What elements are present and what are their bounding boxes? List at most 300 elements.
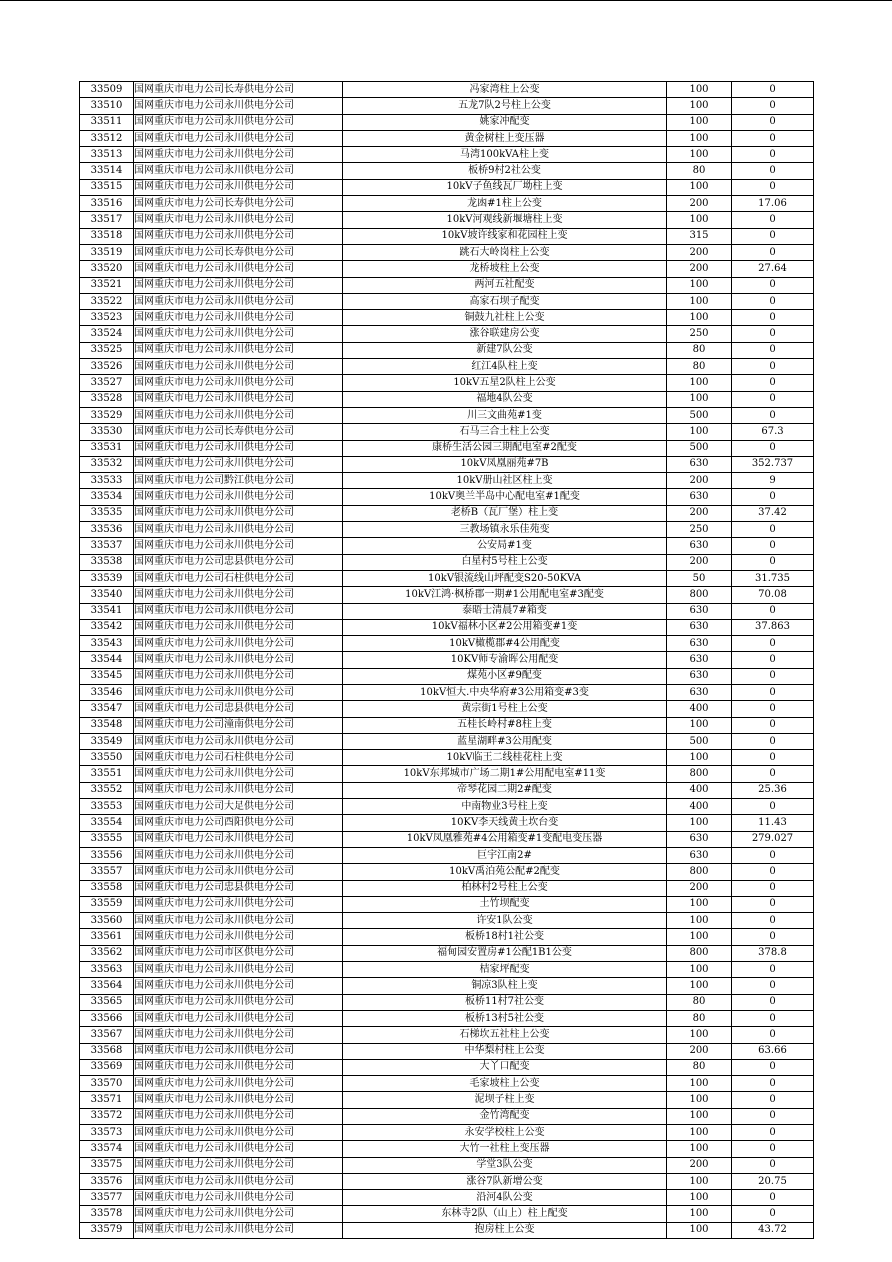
value-cell: 0 <box>732 440 814 456</box>
value-cell: 0 <box>732 82 814 98</box>
table-row <box>80 994 814 1010</box>
capacity-cell: 100 <box>667 1141 732 1157</box>
row-id-cell: 33534 <box>80 489 134 505</box>
table-row <box>80 228 814 244</box>
value-cell: 9 <box>732 473 814 489</box>
company-cell: 国网重庆市电力公司永川供电分公司 <box>134 522 343 538</box>
station-name-cell: 板桥18村1社公变 <box>343 929 667 945</box>
company-cell: 国网重庆市电力公司石柱供电分公司 <box>134 570 343 586</box>
row-id-cell: 33523 <box>80 310 134 326</box>
station-name-cell: 板桥9村2社公变 <box>343 163 667 179</box>
row-id-cell: 33570 <box>80 1076 134 1092</box>
table-row <box>80 570 814 586</box>
capacity-cell: 250 <box>667 522 732 538</box>
value-cell: 0 <box>732 799 814 815</box>
capacity-cell: 630 <box>667 636 732 652</box>
station-name-cell: 大竹一社柱上变压器 <box>343 1141 667 1157</box>
capacity-cell: 100 <box>667 98 732 114</box>
company-cell: 国网重庆市电力公司永川供电分公司 <box>134 147 343 163</box>
capacity-cell: 100 <box>667 913 732 929</box>
station-name-cell: 涨谷7队新增公变 <box>343 1173 667 1189</box>
row-id-cell: 33548 <box>80 717 134 733</box>
company-cell: 国网重庆市电力公司永川供电分公司 <box>134 212 343 228</box>
station-name-cell: 板桥11村7社公变 <box>343 994 667 1010</box>
company-cell: 国网重庆市电力公司永川供电分公司 <box>134 847 343 863</box>
row-id-cell: 33554 <box>80 815 134 831</box>
station-name-cell: 10kV坡许线家和花园柱上变 <box>343 228 667 244</box>
company-cell: 国网重庆市电力公司永川供电分公司 <box>134 636 343 652</box>
table-row <box>80 1076 814 1092</box>
table-row <box>80 864 814 880</box>
table-row <box>80 1206 814 1222</box>
capacity-cell: 100 <box>667 147 732 163</box>
row-id-cell: 33578 <box>80 1206 134 1222</box>
company-cell: 国网重庆市电力公司市区供电分公司 <box>134 945 343 961</box>
value-cell: 0 <box>732 244 814 260</box>
value-cell: 0 <box>732 147 814 163</box>
value-cell: 20.75 <box>732 1173 814 1189</box>
station-name-cell: 10kV凤凰丽苑#7B <box>343 456 667 472</box>
station-name-cell: 10kV江鸿·枫桥郡一期#1公用配电室#3配变 <box>343 587 667 603</box>
company-cell: 国网重庆市电力公司忠县供电分公司 <box>134 880 343 896</box>
station-name-cell: 冯家湾柱上公变 <box>343 82 667 98</box>
station-name-cell: 涨谷联建房公变 <box>343 326 667 342</box>
capacity-cell: 200 <box>667 196 732 212</box>
value-cell: 0 <box>732 994 814 1010</box>
company-cell: 国网重庆市电力公司永川供电分公司 <box>134 913 343 929</box>
value-cell: 63.66 <box>732 1043 814 1059</box>
company-cell: 国网重庆市电力公司永川供电分公司 <box>134 114 343 130</box>
capacity-cell: 630 <box>667 489 732 505</box>
capacity-cell: 200 <box>667 261 732 277</box>
row-id-cell: 33545 <box>80 668 134 684</box>
value-cell: 0 <box>732 310 814 326</box>
table-row <box>80 652 814 668</box>
row-id-cell: 33539 <box>80 570 134 586</box>
company-cell: 国网重庆市电力公司长寿供电分公司 <box>134 424 343 440</box>
table-row <box>80 244 814 260</box>
row-id-cell: 33533 <box>80 473 134 489</box>
value-cell: 0 <box>732 864 814 880</box>
value-cell: 31.735 <box>732 570 814 586</box>
value-cell: 0 <box>732 228 814 244</box>
capacity-cell: 100 <box>667 1125 732 1141</box>
row-id-cell: 33509 <box>80 82 134 98</box>
company-cell: 国网重庆市电力公司永川供电分公司 <box>134 261 343 277</box>
company-cell: 国网重庆市电力公司永川供电分公司 <box>134 98 343 114</box>
table-row <box>80 896 814 912</box>
station-name-cell: 石马三合土柱上公变 <box>343 424 667 440</box>
capacity-cell: 630 <box>667 847 732 863</box>
value-cell: 378.8 <box>732 945 814 961</box>
company-cell: 国网重庆市电力公司永川供电分公司 <box>134 359 343 375</box>
row-id-cell: 33535 <box>80 505 134 521</box>
row-id-cell: 33527 <box>80 375 134 391</box>
capacity-cell: 800 <box>667 766 732 782</box>
row-id-cell: 33519 <box>80 244 134 260</box>
capacity-cell: 630 <box>667 538 732 554</box>
capacity-cell: 630 <box>667 456 732 472</box>
value-cell: 0 <box>732 179 814 195</box>
capacity-cell: 100 <box>667 82 732 98</box>
capacity-cell: 800 <box>667 945 732 961</box>
station-name-cell: 两河五社配变 <box>343 277 667 293</box>
value-cell: 17.06 <box>732 196 814 212</box>
value-cell: 0 <box>732 668 814 684</box>
value-cell: 25.36 <box>732 782 814 798</box>
value-cell: 0 <box>732 978 814 994</box>
capacity-cell: 200 <box>667 554 732 570</box>
table-row <box>80 82 814 98</box>
company-cell: 国网重庆市电力公司永川供电分公司 <box>134 1076 343 1092</box>
company-cell: 国网重庆市电力公司永川供电分公司 <box>134 505 343 521</box>
row-id-cell: 33549 <box>80 733 134 749</box>
capacity-cell: 100 <box>667 896 732 912</box>
company-cell: 国网重庆市电力公司永川供电分公司 <box>134 864 343 880</box>
station-name-cell: 中南物业3号柱上变 <box>343 799 667 815</box>
table-row <box>80 375 814 391</box>
row-id-cell: 33531 <box>80 440 134 456</box>
row-id-cell: 33511 <box>80 114 134 130</box>
row-id-cell: 33566 <box>80 1010 134 1026</box>
capacity-cell: 100 <box>667 130 732 146</box>
row-id-cell: 33579 <box>80 1222 134 1238</box>
table-row <box>80 424 814 440</box>
row-id-cell: 33525 <box>80 342 134 358</box>
row-id-cell: 33564 <box>80 978 134 994</box>
company-cell: 国网重庆市电力公司永川供电分公司 <box>134 1222 343 1238</box>
capacity-cell: 100 <box>667 1092 732 1108</box>
capacity-cell: 80 <box>667 342 732 358</box>
capacity-cell: 100 <box>667 1222 732 1238</box>
row-id-cell: 33553 <box>80 799 134 815</box>
company-cell: 国网重庆市电力公司永川供电分公司 <box>134 766 343 782</box>
row-id-cell: 33541 <box>80 603 134 619</box>
table-row <box>80 1173 814 1189</box>
value-cell: 0 <box>732 880 814 896</box>
capacity-cell: 400 <box>667 701 732 717</box>
company-cell: 国网重庆市电力公司永川供电分公司 <box>134 228 343 244</box>
table-row <box>80 1125 814 1141</box>
capacity-cell: 500 <box>667 733 732 749</box>
station-name-cell: 五龙7队2号柱上公变 <box>343 98 667 114</box>
table-row <box>80 815 814 831</box>
value-cell: 0 <box>732 913 814 929</box>
capacity-cell: 100 <box>667 815 732 831</box>
capacity-cell: 80 <box>667 359 732 375</box>
station-name-cell: 学堂3队公变 <box>343 1157 667 1173</box>
value-cell: 0 <box>732 701 814 717</box>
capacity-cell: 500 <box>667 440 732 456</box>
station-name-cell: 10kV福林小区#2公用箱变#1变 <box>343 619 667 635</box>
row-id-cell: 33562 <box>80 945 134 961</box>
station-name-cell: 10kV子鱼线瓦厂坳柱上变 <box>343 179 667 195</box>
row-id-cell: 33571 <box>80 1092 134 1108</box>
value-cell: 0 <box>732 277 814 293</box>
company-cell: 国网重庆市电力公司永川供电分公司 <box>134 962 343 978</box>
row-id-cell: 33569 <box>80 1059 134 1075</box>
company-cell: 国网重庆市电力公司长寿供电分公司 <box>134 244 343 260</box>
capacity-cell: 630 <box>667 603 732 619</box>
table-row <box>80 407 814 423</box>
table-row <box>80 489 814 505</box>
row-id-cell: 33536 <box>80 522 134 538</box>
company-cell: 国网重庆市电力公司永川供电分公司 <box>134 391 343 407</box>
company-cell: 国网重庆市电力公司永川供电分公司 <box>134 310 343 326</box>
station-name-cell: 10kV恒大.中央华府#3公用箱变#3变 <box>343 684 667 700</box>
table-row <box>80 522 814 538</box>
value-cell: 0 <box>732 766 814 782</box>
value-cell: 0 <box>732 847 814 863</box>
company-cell: 国网重庆市电力公司永川供电分公司 <box>134 1108 343 1124</box>
station-name-cell: 泰晤士清晨7#箱变 <box>343 603 667 619</box>
company-cell: 国网重庆市电力公司永川供电分公司 <box>134 342 343 358</box>
row-id-cell: 33513 <box>80 147 134 163</box>
value-cell: 0 <box>732 114 814 130</box>
value-cell: 0 <box>732 98 814 114</box>
value-cell: 0 <box>732 929 814 945</box>
capacity-cell: 800 <box>667 587 732 603</box>
capacity-cell: 80 <box>667 163 732 179</box>
value-cell: 0 <box>732 163 814 179</box>
row-id-cell: 33518 <box>80 228 134 244</box>
company-cell: 国网重庆市电力公司长寿供电分公司 <box>134 82 343 98</box>
value-cell: 0 <box>732 1108 814 1124</box>
capacity-cell: 100 <box>667 212 732 228</box>
row-id-cell: 33575 <box>80 1157 134 1173</box>
row-id-cell: 33552 <box>80 782 134 798</box>
row-id-cell: 33574 <box>80 1141 134 1157</box>
capacity-cell: 100 <box>667 1190 732 1206</box>
company-cell: 国网重庆市电力公司永川供电分公司 <box>134 1141 343 1157</box>
value-cell: 70.08 <box>732 587 814 603</box>
row-id-cell: 33520 <box>80 261 134 277</box>
station-name-cell: 马湾100kVA柱上变 <box>343 147 667 163</box>
row-id-cell: 33524 <box>80 326 134 342</box>
value-cell: 0 <box>732 1157 814 1173</box>
capacity-cell: 315 <box>667 228 732 244</box>
company-cell: 国网重庆市电力公司大足供电分公司 <box>134 799 343 815</box>
row-id-cell: 33565 <box>80 994 134 1010</box>
row-id-cell: 33557 <box>80 864 134 880</box>
capacity-cell: 100 <box>667 1206 732 1222</box>
table-row <box>80 766 814 782</box>
station-name-cell: 东林寺2队（山上）柱上配变 <box>343 1206 667 1222</box>
table-row <box>80 391 814 407</box>
capacity-cell: 250 <box>667 326 732 342</box>
company-cell: 国网重庆市电力公司酉阳供电分公司 <box>134 815 343 831</box>
company-cell: 国网重庆市电力公司永川供电分公司 <box>134 978 343 994</box>
value-cell: 0 <box>732 1190 814 1206</box>
capacity-cell: 200 <box>667 880 732 896</box>
capacity-cell: 100 <box>667 114 732 130</box>
row-id-cell: 33563 <box>80 962 134 978</box>
station-name-cell: 铜凉3队柱上变 <box>343 978 667 994</box>
company-cell: 国网重庆市电力公司永川供电分公司 <box>134 489 343 505</box>
capacity-cell: 100 <box>667 1076 732 1092</box>
station-name-cell: 公安局#1变 <box>343 538 667 554</box>
value-cell: 0 <box>732 1059 814 1075</box>
value-cell: 0 <box>732 1027 814 1043</box>
station-name-cell: 10KV李天线黄土坎台变 <box>343 815 667 831</box>
company-cell: 国网重庆市电力公司永川供电分公司 <box>134 293 343 309</box>
table-row <box>80 440 814 456</box>
capacity-cell: 400 <box>667 782 732 798</box>
station-name-cell: 新建7队公变 <box>343 342 667 358</box>
table-row <box>80 310 814 326</box>
value-cell: 0 <box>732 554 814 570</box>
value-cell: 0 <box>732 391 814 407</box>
capacity-cell: 100 <box>667 978 732 994</box>
station-name-cell: 10kV河观线新堰塘柱上变 <box>343 212 667 228</box>
table-row <box>80 342 814 358</box>
station-name-cell: 川三文曲苑#1变 <box>343 407 667 423</box>
table-row <box>80 619 814 635</box>
table-row <box>80 782 814 798</box>
value-cell: 0 <box>732 896 814 912</box>
company-cell: 国网重庆市电力公司黔江供电分公司 <box>134 473 343 489</box>
station-name-cell: 福甸园安置房#1公配1B1公变 <box>343 945 667 961</box>
row-id-cell: 33510 <box>80 98 134 114</box>
row-id-cell: 33529 <box>80 407 134 423</box>
station-name-cell: 毛家坡柱上公变 <box>343 1076 667 1092</box>
value-cell: 0 <box>732 1010 814 1026</box>
station-name-cell: 10kV五星2队柱上公变 <box>343 375 667 391</box>
row-id-cell: 33537 <box>80 538 134 554</box>
row-id-cell: 33544 <box>80 652 134 668</box>
value-cell: 0 <box>732 489 814 505</box>
row-id-cell: 33577 <box>80 1190 134 1206</box>
station-name-cell: 巨宇江南2# <box>343 847 667 863</box>
station-name-cell: 福地4队公变 <box>343 391 667 407</box>
station-name-cell: 10kV禹泊苑公配#2配变 <box>343 864 667 880</box>
table-row <box>80 1190 814 1206</box>
row-id-cell: 33560 <box>80 913 134 929</box>
capacity-cell: 100 <box>667 310 732 326</box>
capacity-cell: 400 <box>667 799 732 815</box>
table-row <box>80 293 814 309</box>
capacity-cell: 80 <box>667 994 732 1010</box>
row-id-cell: 33546 <box>80 684 134 700</box>
company-cell: 国网重庆市电力公司永川供电分公司 <box>134 782 343 798</box>
table-row <box>80 130 814 146</box>
table-row <box>80 717 814 733</box>
capacity-cell: 100 <box>667 293 732 309</box>
company-cell: 国网重庆市电力公司长寿供电分公司 <box>134 196 343 212</box>
station-name-cell: 康桥生活公园三期配电室#2配变 <box>343 440 667 456</box>
row-id-cell: 33555 <box>80 831 134 847</box>
company-cell: 国网重庆市电力公司永川供电分公司 <box>134 1157 343 1173</box>
row-id-cell: 33522 <box>80 293 134 309</box>
table-row <box>80 1222 814 1238</box>
capacity-cell: 100 <box>667 424 732 440</box>
value-cell: 0 <box>732 375 814 391</box>
table-row <box>80 831 814 847</box>
company-cell: 国网重庆市电力公司永川供电分公司 <box>134 619 343 635</box>
row-id-cell: 33561 <box>80 929 134 945</box>
row-id-cell: 33516 <box>80 196 134 212</box>
station-name-cell: 跳石大岭岗柱上公变 <box>343 244 667 260</box>
value-cell: 0 <box>732 652 814 668</box>
table-row <box>80 163 814 179</box>
table-row <box>80 1108 814 1124</box>
table-row <box>80 277 814 293</box>
company-cell: 国网重庆市电力公司永川供电分公司 <box>134 130 343 146</box>
value-cell: 0 <box>732 603 814 619</box>
row-id-cell: 33543 <box>80 636 134 652</box>
company-cell: 国网重庆市电力公司永川供电分公司 <box>134 1125 343 1141</box>
company-cell: 国网重庆市电力公司永川供电分公司 <box>134 652 343 668</box>
station-name-cell: 10kV凤凰雅苑#4公用箱变#1变配电变压器 <box>343 831 667 847</box>
company-cell: 国网重庆市电力公司永川供电分公司 <box>134 1027 343 1043</box>
row-id-cell: 33556 <box>80 847 134 863</box>
value-cell: 0 <box>732 750 814 766</box>
row-id-cell: 33547 <box>80 701 134 717</box>
table-row <box>80 945 814 961</box>
station-name-cell: 中华梨村柱上公变 <box>343 1043 667 1059</box>
company-cell: 国网重庆市电力公司永川供电分公司 <box>134 831 343 847</box>
company-cell: 国网重庆市电力公司永川供电分公司 <box>134 1010 343 1026</box>
table-row <box>80 196 814 212</box>
station-name-cell: 10kV银流线山坪配变S20-50KVA <box>343 570 667 586</box>
table-row <box>80 880 814 896</box>
station-name-cell: 10kV册山社区柱上变 <box>343 473 667 489</box>
company-cell: 国网重庆市电力公司永川供电分公司 <box>134 163 343 179</box>
value-cell: 0 <box>732 407 814 423</box>
capacity-cell: 100 <box>667 1108 732 1124</box>
row-id-cell: 33521 <box>80 277 134 293</box>
company-cell: 国网重庆市电力公司永川供电分公司 <box>134 1092 343 1108</box>
station-name-cell: 抱房柱上公变 <box>343 1222 667 1238</box>
table-row <box>80 473 814 489</box>
company-cell: 国网重庆市电力公司永川供电分公司 <box>134 684 343 700</box>
table-row <box>80 733 814 749</box>
value-cell: 0 <box>732 1206 814 1222</box>
capacity-cell: 100 <box>667 391 732 407</box>
company-cell: 国网重庆市电力公司永川供电分公司 <box>134 538 343 554</box>
table-row <box>80 668 814 684</box>
company-cell: 国网重庆市电力公司永川供电分公司 <box>134 1173 343 1189</box>
row-id-cell: 33526 <box>80 359 134 375</box>
company-cell: 国网重庆市电力公司永川供电分公司 <box>134 1059 343 1075</box>
row-id-cell: 33540 <box>80 587 134 603</box>
capacity-cell: 100 <box>667 277 732 293</box>
company-cell: 国网重庆市电力公司石柱供电分公司 <box>134 750 343 766</box>
row-id-cell: 33558 <box>80 880 134 896</box>
company-cell: 国网重庆市电力公司永川供电分公司 <box>134 929 343 945</box>
table-row <box>80 684 814 700</box>
station-name-cell: 红江4队柱上变 <box>343 359 667 375</box>
station-name-cell: 10kV临王二线桂花柱上变 <box>343 750 667 766</box>
row-id-cell: 33568 <box>80 1043 134 1059</box>
row-id-cell: 33512 <box>80 130 134 146</box>
value-cell: 37.863 <box>732 619 814 635</box>
data-table <box>79 81 814 1239</box>
row-id-cell: 33538 <box>80 554 134 570</box>
value-cell: 0 <box>732 130 814 146</box>
company-cell: 国网重庆市电力公司永川供电分公司 <box>134 407 343 423</box>
station-name-cell: 黄金树柱上变压器 <box>343 130 667 146</box>
value-cell: 0 <box>732 212 814 228</box>
station-name-cell: 蓝星湖畔#3公用配变 <box>343 733 667 749</box>
row-id-cell: 33530 <box>80 424 134 440</box>
capacity-cell: 100 <box>667 375 732 391</box>
company-cell: 国网重庆市电力公司永川供电分公司 <box>134 733 343 749</box>
table-row <box>80 505 814 521</box>
station-name-cell: 白星村5号柱上公变 <box>343 554 667 570</box>
capacity-cell: 100 <box>667 929 732 945</box>
station-name-cell: 龙凼#1柱上公变 <box>343 196 667 212</box>
